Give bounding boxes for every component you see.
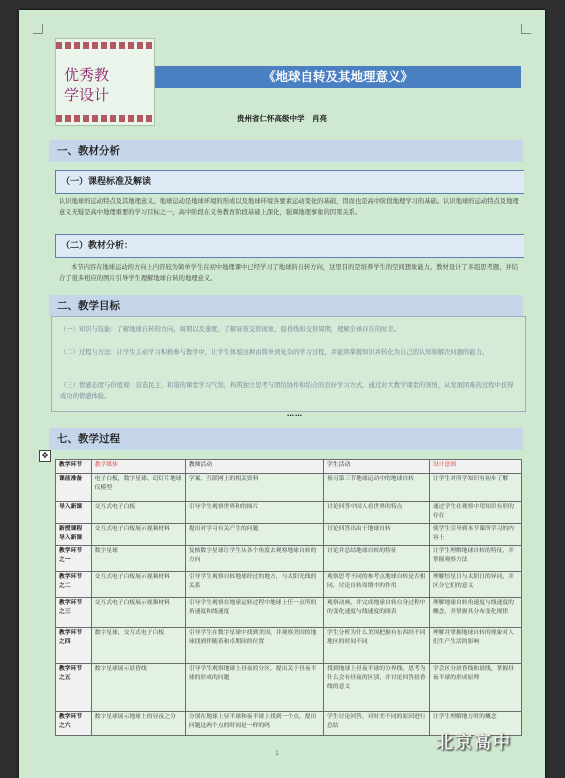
- objective-attitude: （三）情感态度与价值观：营造民主、和谐的课堂学习气氛，构筑独立思考与团结协作和结合的良好学习方式，通过对大教学课堂的领悟，从发展困难的过程中获得成功的情感体验。: [60, 382, 514, 400]
- document-title: 《地球自转及其地理意义》: [262, 69, 413, 84]
- table-cell: 电子白板，数字星球、幻灯片地球仪模型: [91, 474, 185, 502]
- table-cell: 理解并掌握地球自转的现象对人们生产生活的影响: [429, 628, 521, 664]
- subsection-heading: （一）课程标准及解读: [55, 170, 524, 194]
- stage-cell: 教学环节之二: [56, 572, 92, 598]
- page-number: 1: [275, 750, 279, 757]
- objectives-box: [51, 316, 526, 412]
- table-cell: 使学生引导到本节课所学习的内容上: [429, 524, 521, 546]
- author-line: 贵州省仁怀高级中学 肖亮: [237, 114, 327, 123]
- table-cell: 学生分析为什么美国把握有东西经不同地区的时间不同: [324, 628, 430, 664]
- ellipsis: ……: [287, 410, 303, 418]
- section-heading: 一、教材分析: [49, 140, 523, 162]
- margin-corner-mark: [521, 24, 531, 34]
- table-row: [56, 524, 522, 546]
- header-cell: 学生活动: [324, 460, 430, 474]
- table-cell: 引导学生观察自转地球经过的地方，与太阳光线的关系: [185, 572, 323, 598]
- table-cell: 理解地球自转角速度与线速度的概念，并掌握其分布变化规律: [429, 598, 521, 628]
- table-cell: 数字星球展示地球上的昼夜之分: [91, 712, 185, 736]
- table-row: [56, 628, 522, 664]
- stage-cell: 导入新课: [56, 502, 92, 524]
- table-cell: 引导学生观察在地球运转过程中地球上任一点所的角速度和线速度: [185, 598, 323, 628]
- table-cell: 交互式电子白板展示视频材料: [91, 598, 185, 628]
- title-banner: [155, 66, 521, 88]
- stage-cell: 教学环节之五: [56, 664, 92, 712]
- watermark: 北京高中: [436, 733, 512, 753]
- header-cell: 教学环节: [56, 460, 92, 474]
- paragraph: 认识地球的运动特点及其地理意义。地球运动是地球环境的形成以及地球环境各要素运动变化的基础，因而也是高中阶段地理学习的基础。认识地球的运动特点及地理意义无疑是高中地理重要的学习目标之一，高中阶段在义务教育阶段基础上深化，强调地理事象的因果关系。: [59, 198, 519, 216]
- table-cell: 理解恒星日与太阳日的异同，并区分它们的意义: [429, 572, 521, 598]
- section-heading: 七、教学过程: [49, 428, 523, 450]
- stage-cell: 新授课程导入新课: [56, 524, 92, 546]
- logo-stripe: [56, 42, 154, 49]
- stage-cell: 课前准备: [56, 474, 92, 502]
- table-cell: 交互式电子白板: [91, 502, 185, 524]
- table-move-handle-icon[interactable]: ✥: [39, 450, 51, 462]
- logo-text: 优秀教 学设计: [64, 66, 110, 104]
- teaching-process-table: [55, 459, 522, 736]
- table-cell: 分别在地球上昼半球和夜半球上找到一个点，提出问题这两个点的时间是一样的吗: [185, 712, 323, 736]
- table-row: [56, 474, 522, 502]
- table-cell: 找到地球上昼夜半球的分界线，思考为什么会有昼夜的区别，并讨论回答晨昏线的意义: [324, 664, 430, 712]
- table-cell: 预习第三节地球运动中的地球自转: [324, 474, 430, 502]
- section-heading: 二、教学目标: [49, 295, 523, 317]
- table-cell: 提出对学习有关产生的问题: [185, 524, 323, 546]
- table-cell: 通过学生在观察中用知识有形的存在: [429, 502, 521, 524]
- subsection-heading: （二）教材分析：: [55, 234, 524, 258]
- header-cell: 教学媒体: [91, 460, 185, 474]
- stage-cell: 教学环节之四: [56, 628, 92, 664]
- table-cell: 学生讨论回答，对时差不同的原因进行总结: [324, 712, 430, 736]
- table-cell: 复核数字星球让学生从各个角度去观察地球自转的方向: [185, 546, 323, 572]
- table-cell: 交互式电子白板展示视频材料: [91, 572, 185, 598]
- table-row: [56, 572, 522, 598]
- stage-cell: 教学环节之一: [56, 546, 92, 572]
- header-cell: 设计意图: [429, 460, 521, 474]
- paragraph: 本节内容在地球运动的方向上内容较为简单学生在初中地理课中已经学习了地球的自转方向，这里目的是培养学生的空间想象能力。教材设计了多组思考题，并结合了很多相应的图片引导学生理解地球自转的地理意义。: [59, 264, 519, 282]
- table-cell: 数字星球，交互式电子白板: [91, 628, 185, 664]
- table-row: [56, 664, 522, 712]
- table-cell: 引导学生在数字星球中找到美国，并观察美国的地球找到伴随着和卓期间的位置: [185, 628, 323, 664]
- table-cell: 让学生对所学知识有初步了解: [429, 474, 521, 502]
- table-cell: 引导学生观察地球上昼夜的分区，提出关于昼夜半球的形成的问题: [185, 664, 323, 712]
- objective-process: （二）过程与方法：让学生主动学习积极参与教学中，让学生体验这种由简单到复杂的学习过程，并能将掌握知识并转化为自己的认知和解决问题的能力。: [60, 349, 489, 356]
- stage-cell: 教学环节之六: [56, 712, 92, 736]
- table-cell: 学案，互联网上的相关资料: [185, 474, 323, 502]
- stage-cell: 教学环节之三: [56, 598, 92, 628]
- table-cell: 学会区分晨昏线和晨线，掌握昼夜半球的形成原理: [429, 664, 521, 712]
- table-cell: 观察动画，并完成地球自转自身过程中的变化速度与线速度的图表: [324, 598, 430, 628]
- table-cell: 让学生理解地球自转的特征，并掌握观察方法: [429, 546, 521, 572]
- table-header-row: [56, 460, 522, 474]
- table-cell: 观察思考不同的参考点地球自转是否相同，讨论自转周期中的作用: [324, 572, 430, 598]
- table-cell: 交互式电子白板展示视频材料: [91, 524, 185, 546]
- table-cell: 让学生理解地方时的概念: [429, 712, 521, 736]
- table-cell: 数字星球展示晨昏线: [91, 664, 185, 712]
- table-row: [56, 598, 522, 628]
- header-cell: 教师活动: [185, 460, 323, 474]
- table-row: [56, 502, 522, 524]
- table-row: [56, 546, 522, 572]
- table-cell: 讨论回答中国人看世界的特点: [324, 502, 430, 524]
- table-cell: 讨论并总结地球自转的特征: [324, 546, 430, 572]
- document-page: [19, 10, 545, 778]
- objective-knowledge: （一）知识与技能：了解地球自转的方向，周期以及速度，了解昼夜交替现象，晨昏线和交替周期，理解全球存在的时差。: [60, 326, 401, 333]
- table-cell: 讨论回答出由于地球自转: [324, 524, 430, 546]
- table-cell: 数字星球: [91, 546, 185, 572]
- table-cell: 引导学生观察世界和的图片: [185, 502, 323, 524]
- margin-corner-mark: [33, 24, 43, 34]
